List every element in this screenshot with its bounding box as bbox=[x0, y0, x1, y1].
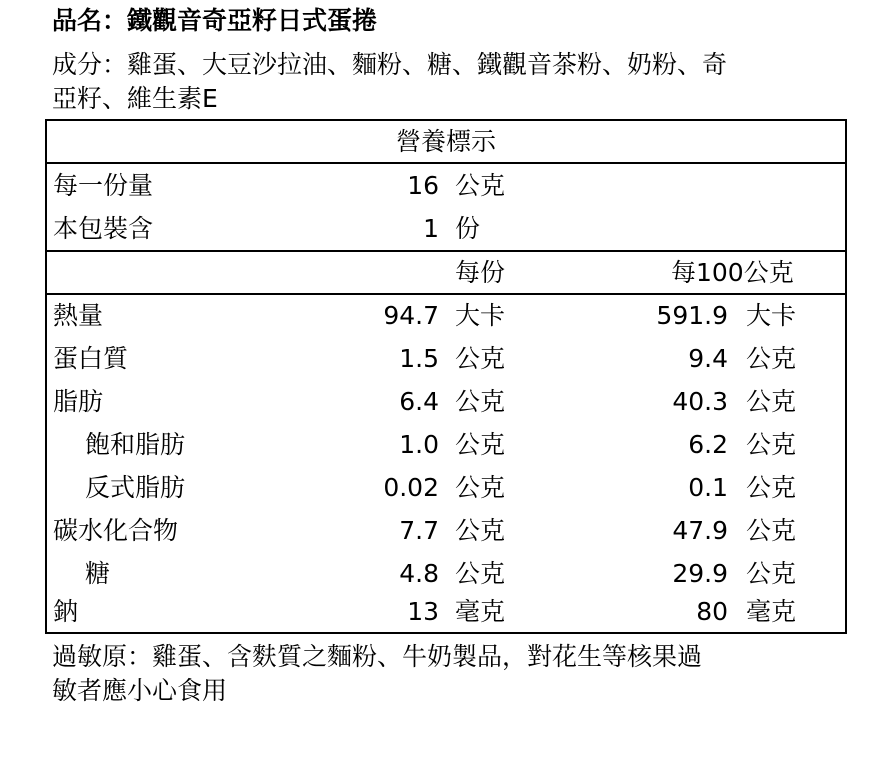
nutrient-per-serving-value: 13 bbox=[407, 597, 439, 626]
nutrient-per-100g-unit: 大卡 bbox=[746, 301, 797, 330]
servings-per-package-value: 1 bbox=[423, 214, 439, 243]
nutrient-per-100g-value: 40.3 bbox=[672, 387, 728, 416]
ingredients-line-2: 亞籽、維生素E bbox=[52, 84, 218, 113]
serving-size-label: 每一份量 bbox=[53, 171, 154, 200]
nutrient-per-serving-unit: 毫克 bbox=[455, 597, 506, 626]
nutrient-per-100g-value: 6.2 bbox=[688, 430, 728, 459]
nutrient-per-serving-value: 1.5 bbox=[399, 344, 439, 373]
nutrient-per-serving-unit: 公克 bbox=[455, 559, 506, 588]
allergen-notice bbox=[52, 640, 842, 708]
nutrient-per-100g-value: 47.9 bbox=[672, 516, 728, 545]
nutrient-per-serving-unit: 公克 bbox=[455, 516, 506, 545]
servings-per-package-unit: 份 bbox=[455, 214, 481, 243]
nutrient-label: 鈉 bbox=[53, 597, 79, 626]
nutrient-per-100g-unit: 公克 bbox=[746, 387, 797, 416]
product-name: 品名：鐵觀音奇亞籽日式蛋捲 bbox=[52, 6, 378, 35]
column-header-per-serving: 每份 bbox=[455, 258, 506, 287]
nutrient-label: 反式脂肪 bbox=[85, 473, 186, 502]
nutrient-per-serving-unit: 公克 bbox=[455, 387, 506, 416]
nutrient-per-100g-unit: 公克 bbox=[746, 516, 797, 545]
servings-per-package-label: 本包裝含 bbox=[53, 214, 154, 243]
nutrient-per-100g-value: 29.9 bbox=[672, 559, 728, 588]
nutrient-per-100g-unit: 公克 bbox=[746, 473, 797, 502]
nutrient-per-100g-value: 9.4 bbox=[688, 344, 728, 373]
nutrient-per-serving-unit: 公克 bbox=[455, 344, 506, 373]
nutrient-per-100g-value: 591.9 bbox=[656, 301, 728, 330]
nutrient-per-serving-value: 1.0 bbox=[399, 430, 439, 459]
nutrient-label: 糖 bbox=[85, 559, 111, 588]
nutrient-per-serving-value: 4.8 bbox=[399, 559, 439, 588]
nutrient-label: 熱量 bbox=[53, 301, 104, 330]
nutrient-per-100g-unit: 公克 bbox=[746, 344, 797, 373]
serving-size-unit: 公克 bbox=[455, 171, 506, 200]
nutrient-per-100g-value: 0.1 bbox=[688, 473, 728, 502]
nutrient-label: 碳水化合物 bbox=[53, 516, 179, 545]
ingredients-line-1: 成分：雞蛋、大豆沙拉油、麵粉、糖、鐵觀音茶粉、奶粉、奇 bbox=[52, 50, 728, 79]
nutrient-label: 蛋白質 bbox=[53, 344, 129, 373]
nutrition-title: 營養標示 bbox=[47, 121, 845, 164]
nutrient-per-serving-value: 7.7 bbox=[399, 516, 439, 545]
nutrient-per-100g-unit: 公克 bbox=[746, 430, 797, 459]
nutrient-per-serving-value: 6.4 bbox=[399, 387, 439, 416]
column-header-per-100g: 每100公克 bbox=[671, 258, 794, 287]
nutrient-per-100g-unit: 毫克 bbox=[746, 597, 797, 626]
ingredients-text bbox=[52, 48, 852, 116]
nutrient-per-serving-value: 94.7 bbox=[383, 301, 439, 330]
nutrient-per-serving-unit: 大卡 bbox=[455, 301, 506, 330]
nutrient-per-100g-unit: 公克 bbox=[746, 559, 797, 588]
allergen-line-2: 敏者應小心食用 bbox=[52, 676, 228, 705]
nutrition-facts-table bbox=[45, 119, 847, 634]
nutrient-per-100g-value: 80 bbox=[696, 597, 728, 626]
nutrient-per-serving-unit: 公克 bbox=[455, 430, 506, 459]
serving-size-value: 16 bbox=[407, 171, 439, 200]
allergen-line-1: 過敏原：雞蛋、含麩質之麵粉、牛奶製品，對花生等核果過 bbox=[52, 642, 703, 671]
nutrient-per-serving-value: 0.02 bbox=[383, 473, 439, 502]
nutrient-label: 飽和脂肪 bbox=[85, 430, 186, 459]
nutrient-per-serving-unit: 公克 bbox=[455, 473, 506, 502]
nutrient-label: 脂肪 bbox=[53, 387, 104, 416]
